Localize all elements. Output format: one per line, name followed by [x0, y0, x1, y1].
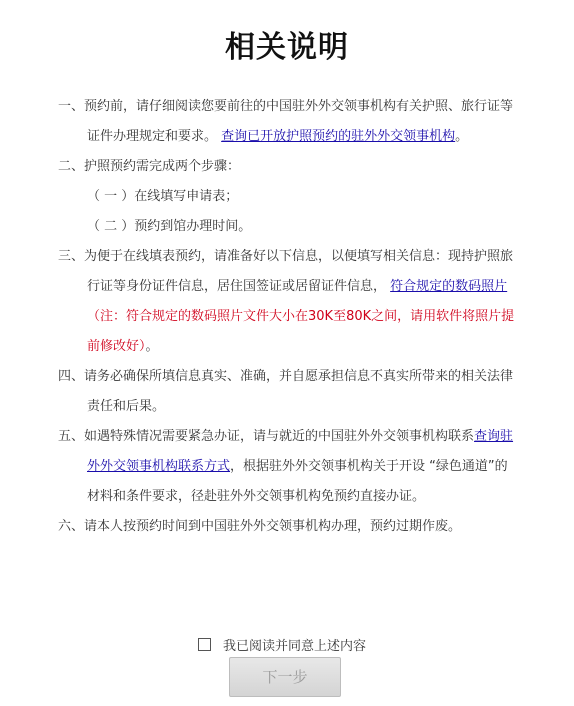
photo-requirements-link[interactable]: 符合规定的数码照片: [390, 279, 508, 294]
item-text: 如遇特殊情况需要紧急办证，请与就近的中国驻外外交领事机构联系: [84, 429, 475, 444]
item-number: 一、: [58, 99, 85, 114]
page-title: 相关说明: [225, 30, 349, 65]
item-text: 预约前，请仔细阅读您要前往的中国驻外外交领事机构有关护照、旅行证等证件办理规定和要求。: [84, 99, 514, 144]
item-text: 为便于在线填表预约，请准备好以下信息，以便填写相关信息：现持护照旅行证等身份证件信息，居住国签证或居留证件信息，: [84, 249, 514, 294]
step-1: （ 一 ）在线填写申请表；: [87, 189, 239, 204]
item-number: 六、: [58, 519, 85, 534]
item-text: 请务必确保所填信息真实、准确，并自愿承担信息不真实所带来的相关法律责任和后果。: [84, 369, 514, 414]
instruction-item-2: [58, 152, 518, 182]
step-2: （ 二 ）预约到馆办理时间。: [87, 219, 252, 234]
instruction-item-3: 三、为便于在线填表预约，请准备好以下信息，以便填写相关信息：现持护照旅行证等身份证件信息，居住国签证或居留证件信息， 符合规定的数码照片（注：符合规定的数码照片文件大小在30K至80K之间，请用软件将照片提前修改好）。: [58, 249, 515, 354]
agree-checkbox[interactable]: [198, 638, 211, 651]
instruction-item-1: 一、预约前，请仔细阅读您要前往的中国驻外外交领事机构有关护照、旅行证等证件办理规定和要求。 查询已开放护照预约的驻外外交领事机构。: [58, 99, 514, 144]
photo-size-note: （注：符合规定的数码照片文件大小在30K至80K之间，请用软件将照片提前修改好）: [87, 309, 515, 354]
instruction-item-5: 五、如遇特殊情况需要紧急办证，请与就近的中国驻外外交领事机构联系查询驻外外交领事机构联系方式，根据驻外外交领事机构关于开设 “绿色通道”的材料和条件要求，径赴驻外外交领事机构免预约直接办证。: [58, 429, 514, 504]
agree-row[interactable]: [198, 635, 366, 654]
item-number: 四、: [58, 369, 85, 384]
next-step-button[interactable]: 下一步: [229, 657, 341, 697]
instructions-list: [58, 92, 518, 542]
instruction-item-6: [58, 512, 518, 542]
item-text: 请本人按预约时间到中国驻外外交领事机构办理，预约过期作废。: [84, 519, 462, 534]
agree-label[interactable]: 我已阅读并同意上述内容: [223, 639, 367, 654]
item-number: 五、: [58, 429, 85, 444]
instruction-item-4: [58, 362, 518, 422]
item-number: 二、: [58, 159, 85, 174]
open-consulates-link[interactable]: 查询已开放护照预约的驻外外交领事机构: [221, 129, 456, 144]
item-number: 三、: [58, 249, 85, 264]
item-text: 护照预约需完成两个步骤：: [84, 159, 241, 174]
consulate-contacts-link[interactable]: 查询驻外外交领事机构联系方式: [87, 429, 514, 474]
